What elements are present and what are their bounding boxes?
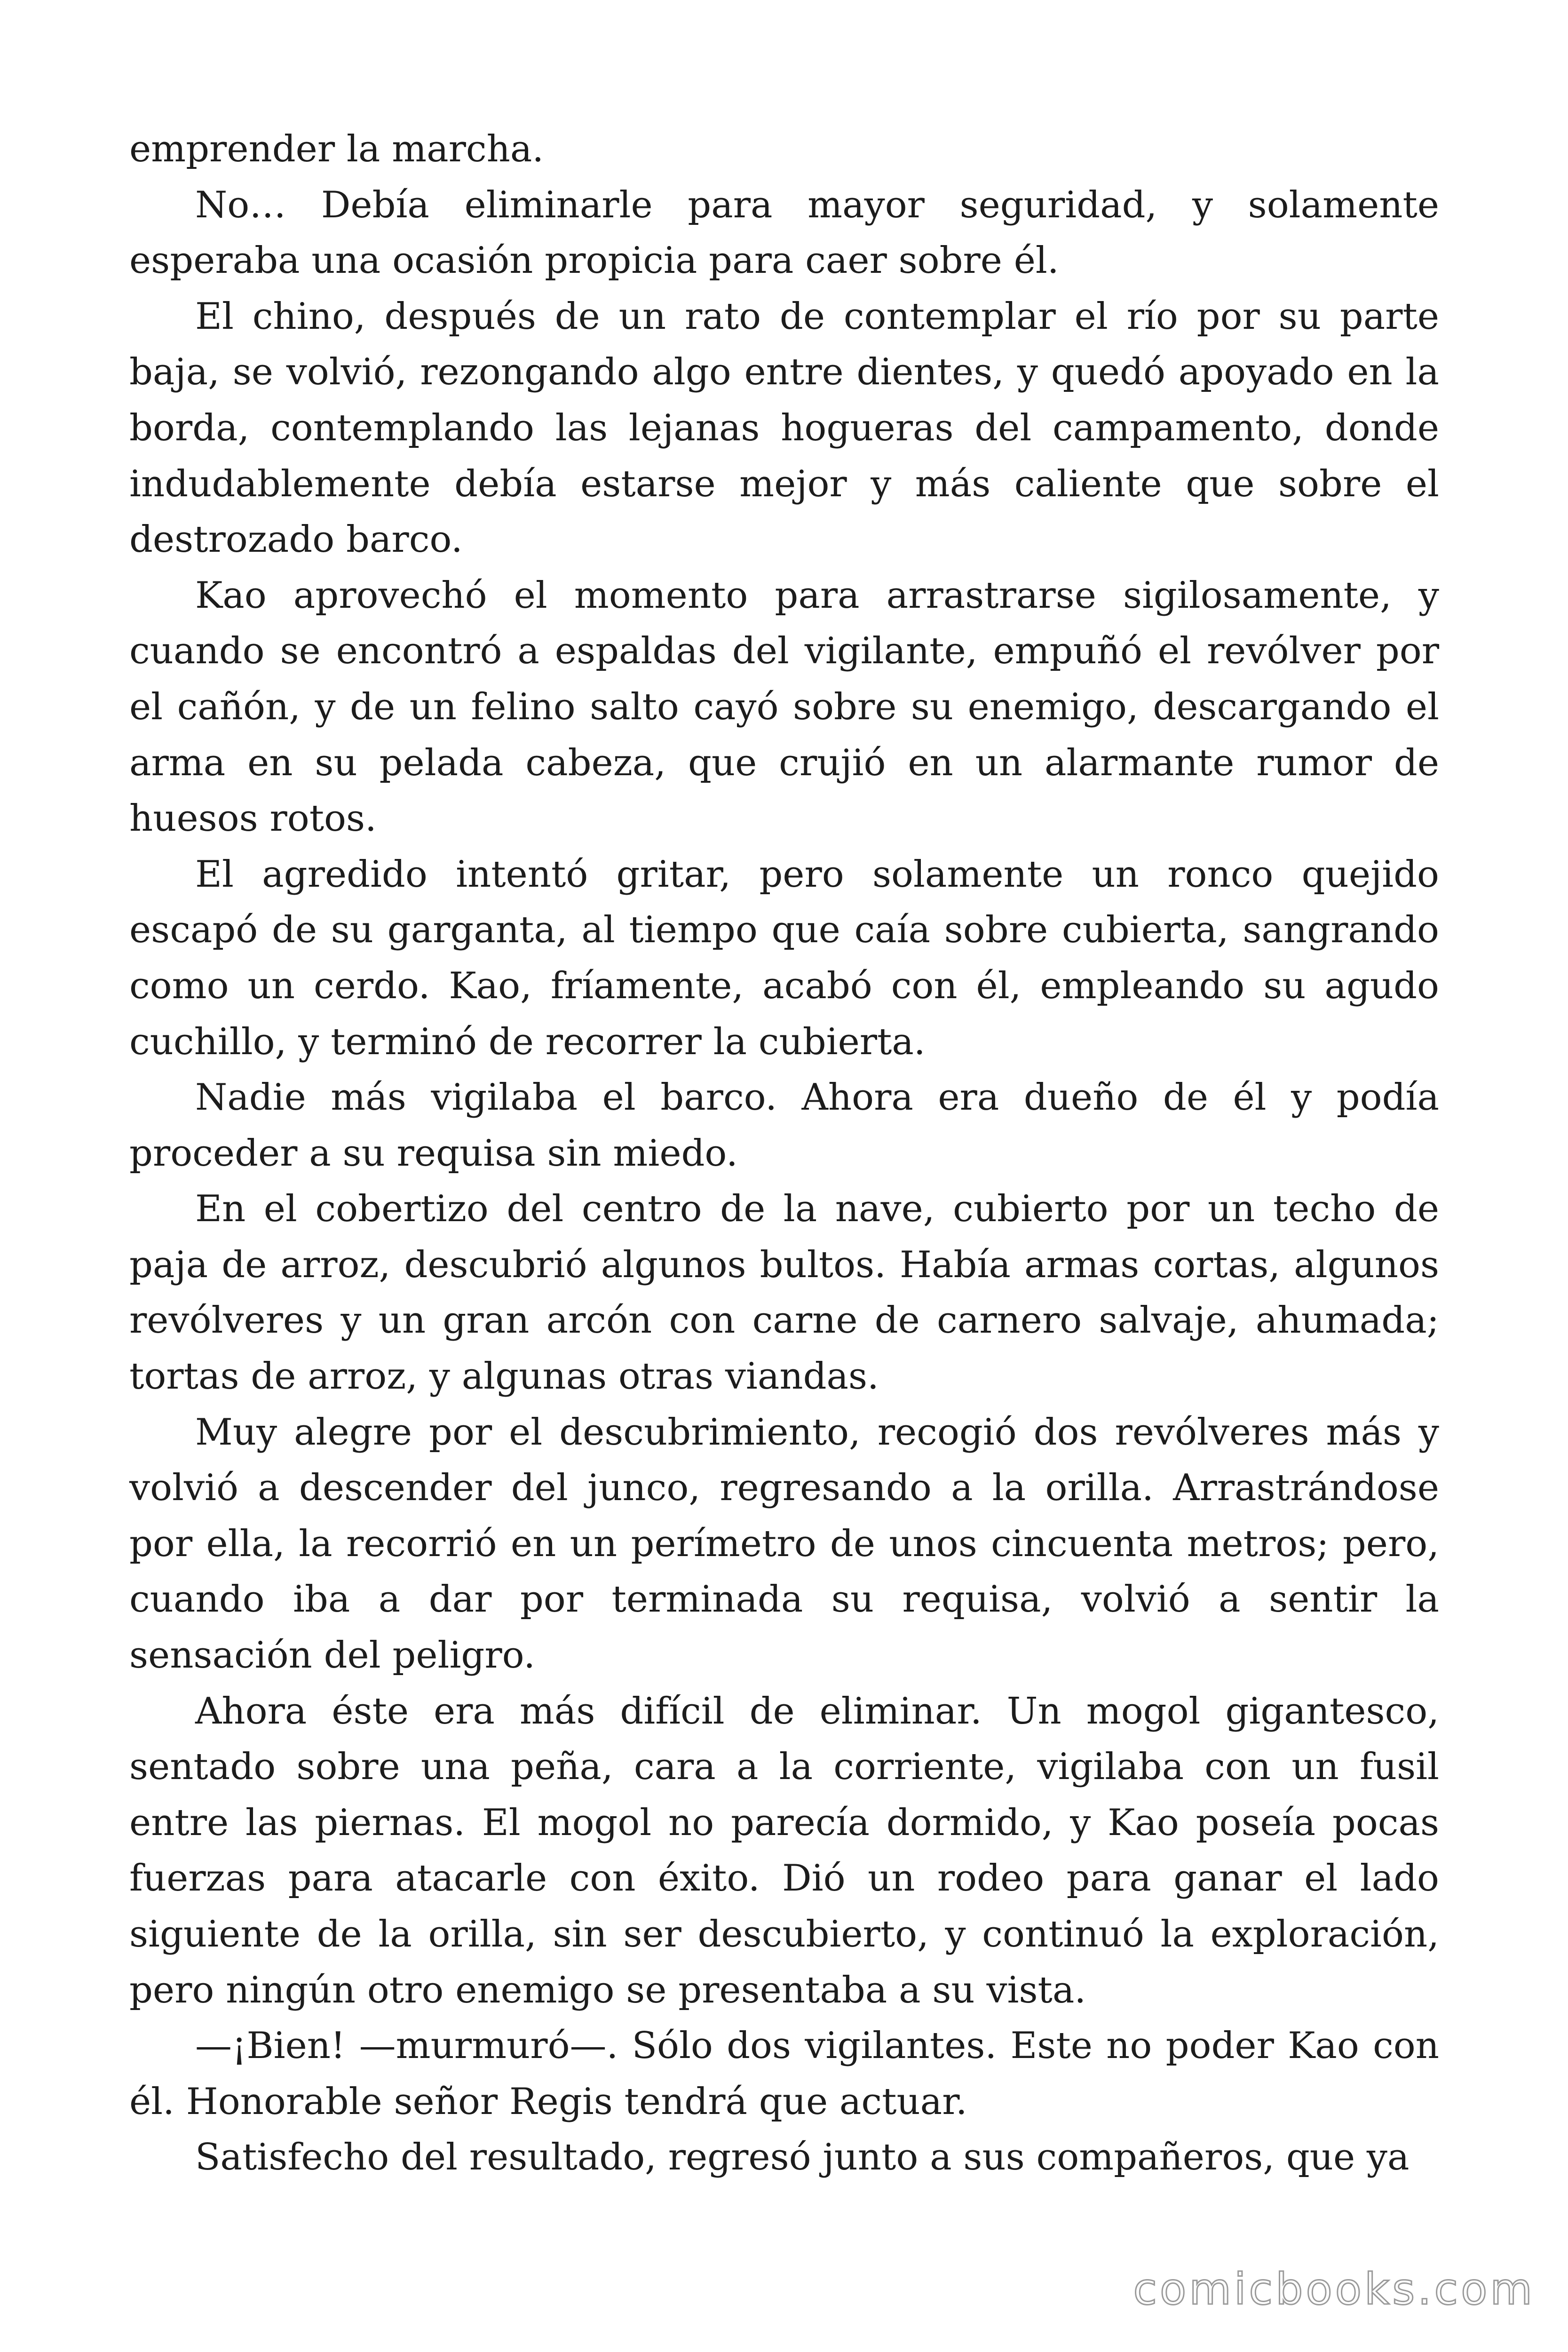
paragraph: En el cobertizo del centro de la nave, cubierto por un techo de paja de arroz, descubrió algunos bultos. Había armas cortas, algunos revólveres y un gran arcón con carne de carnero salvaje, ahumada; tortas de arroz, y algunas otras viandas. [129, 1188, 1439, 1398]
paragraph: emprender la marcha. [129, 128, 544, 170]
paragraph: Muy alegre por el descubrimiento, recogió dos revólveres más y volvió a descender del junco, regresando a la orilla. Arrastrándose por ella, la recorrió en un perímetro de unos cincuenta metros; pero, cuando iba a dar por terminada su requisa, volvió a sentir la sensación del peligro. [129, 1411, 1439, 1677]
paragraph: El chino, después de un rato de contemplar el río por su parte baja, se volvió, rezongando algo entre dientes, y quedó apoyado en la borda, contemplando las lejanas hogueras del campamento, donde indudablemente debía estarse mejor y más caliente que sobre el destrozado barco. [129, 295, 1439, 561]
body-text [129, 121, 1439, 2185]
paragraph: No… Debía eliminarle para mayor seguridad, y solamente esperaba una ocasión propicia para caer sobre él. [129, 183, 1439, 282]
paragraph: Ahora éste era más difícil de eliminar. Un mogol gigantesco, sentado sobre una peña, cara a la corriente, vigilaba con un fusil entre las piernas. El mogol no parecía dormido, y Kao poseía pocas fuerzas para atacarle con éxito. Dió un rodeo para ganar el lado siguiente de la orilla, sin ser descubierto, y continuó la exploración, pero ningún otro enemigo se presentaba a su vista. [129, 1690, 1439, 2011]
paragraph: —¡Bien! —murmuró—. Sólo dos vigilantes. Este no poder Kao con él. Honorable señor Regis tendrá que actuar. [129, 2025, 1439, 2123]
paragraph: Nadie más vigilaba el barco. Ahora era dueño de él y podía proceder a su requisa sin miedo. [129, 1076, 1439, 1175]
paragraph: Kao aprovechó el momento para arrastrarse sigilosamente, y cuando se encontró a espaldas del vigilante, empuñó el revólver por el cañón, y de un felino salto cayó sobre su enemigo, descargando el arma en su pelada cabeza, que crujió en un alarmante rumor de huesos rotos. [129, 574, 1439, 840]
paragraph: El agredido intentó gritar, pero solamente un ronco quejido escapó de su garganta, al tiempo que caía sobre cubierta, sangrando como un cerdo. Kao, fríamente, acabó con él, empleando su agudo cuchillo, y terminó de recorrer la cubierta. [129, 853, 1439, 1063]
paragraph: Satisfecho del resultado, regresó junto a sus compañeros, que ya [195, 2136, 1410, 2179]
site-watermark: comicbooks.com [1133, 2264, 1535, 2314]
